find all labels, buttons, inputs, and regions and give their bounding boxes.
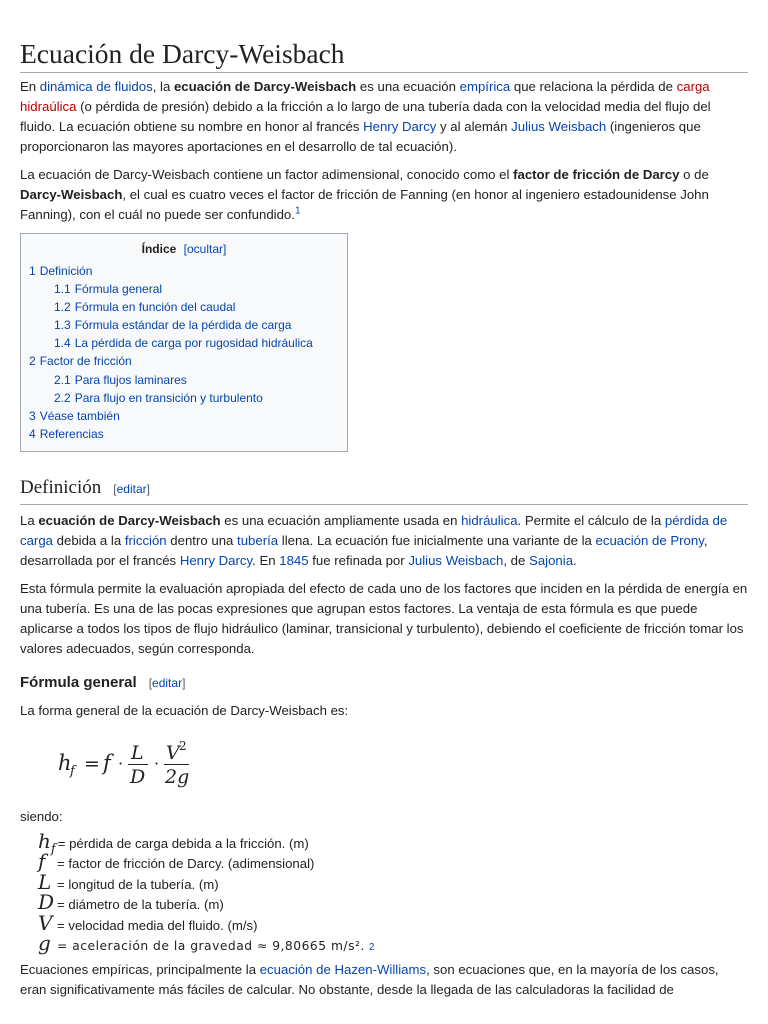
article	[20, 0, 748, 1000]
toc-item-1-4[interactable]: 1.4 La pérdida de carga por rugosidad hidráulica	[54, 336, 313, 351]
formula-den-1: D	[130, 765, 146, 788]
toc-toggle-button[interactable]: [ocultar]	[183, 242, 227, 256]
page-title: Ecuación de Darcy-Weisbach	[20, 38, 748, 73]
variable-g: g = aceleración de la gravedad ≈ 9,80665 m/s². 2	[38, 931, 375, 956]
formula-num-2: V	[166, 741, 180, 764]
intro-paragraph-2: La ecuación de Darcy-Weisbach contiene un factor adimensional, conocido como el factor de fricción de Darcy o de Darcy-Weisbach, el cual es cuatro veces el factor de fricción de Fanning (en honor al ingeniero estadounidense John Fanning), con el cuál no puede ser confundido.$^1$	[20, 167, 709, 222]
variable-V: V = velocidad media del fluido. (m/s)	[38, 910, 258, 935]
section-heading-formula-general: Fórmula general [editar]	[20, 673, 186, 691]
toc-item-2[interactable]: 2 Factor de fricción	[29, 354, 132, 369]
siendo-label: siendo:	[20, 808, 63, 824]
symbol-hf: $h_f$	[38, 828, 56, 857]
formula-lhs-sub: f	[70, 763, 75, 779]
variables-list	[38, 828, 748, 956]
toc-title: Índice	[141, 242, 177, 256]
symbol-L: L	[38, 869, 52, 894]
edit-section-definicion: [editar]	[113, 481, 150, 496]
edit-definicion-link[interactable]: editar	[116, 481, 147, 496]
definicion-paragraph-1: La ecuación de Darcy-Weisbach es una ecuación ampliamente usada en hidráulica. Permite el cálculo de la pérdida de carga debida a la fricción dentro una tubería llena. La ecuación fue inicialmente una variante de la ecuación de Prony, desarrollada por el francés Henry Darcy. En 1845 fue refinada por Julius Weisbach, de Sajonia.	[20, 512, 728, 568]
darcy-weisbach-formula	[56, 737, 748, 791]
link-hidraulica[interactable]: hidráulica	[461, 512, 518, 528]
link-henry-darcy-2[interactable]: Henry Darcy	[179, 552, 253, 568]
link-empirica[interactable]: empírica	[459, 79, 511, 94]
toc-item-2-1[interactable]: 2.1 Para flujos laminares	[54, 372, 187, 387]
formula-dot-1: ·	[118, 753, 124, 773]
toc-item-1-1[interactable]: 1.1 Fórmula general	[54, 282, 163, 297]
variable-hf: $h_f$ = pérdida de carga debida a la fricción. (m)	[38, 831, 748, 852]
toc-item-1[interactable]: 1 Definición	[29, 264, 93, 278]
variable-L: L = longitud de la tubería. (m)	[38, 869, 219, 894]
definicion-paragraph-2: Esta fórmula permite la evaluación apropiada del efecto de cada uno de los factores que inciden en la pérdida de energía en una tubería. Es una de las pocas expresiones que agrupan estos factores. La ventaja de esta fórmula es que puede aplicarse a todos los tipos de flujo hidráulico (laminar, transicional y turbulento), debiendo el coeficiente de fricción tomar los valores adecuados, según corresponda.	[20, 580, 748, 656]
toc-item-1-2[interactable]: 1.2 Fórmula en función del caudal	[54, 300, 236, 315]
link-1845[interactable]: 1845	[279, 552, 309, 568]
link-carga-hidraulica[interactable]: carga hidraúlica	[20, 79, 710, 114]
formula-num-2-exp: 2	[179, 738, 187, 753]
formula-den-2: 2g	[165, 765, 190, 788]
empirical-paragraph: Ecuaciones empíricas, principalmente la ecuación de Hazen-Williams, son ecuaciones que, en la mayoría de los casos, eran significativamente más fáciles de calcular. No obstante, desde la llegada de las calculadoras la facilidad de	[20, 961, 719, 997]
edit-formula-general-link[interactable]: editar	[152, 675, 183, 690]
link-ecuacion-de-prony[interactable]: ecuación de Prony	[595, 532, 704, 548]
formula-intro: La forma general de la ecuación de Darcy-Weisbach es:	[20, 702, 349, 718]
link-tuberia[interactable]: tubería	[237, 532, 279, 548]
toc-item-1-3[interactable]: 1.3 Fórmula estándar de la pérdida de carga	[54, 318, 292, 333]
formula-f: f	[103, 750, 111, 775]
toc-item-3[interactable]: 3 Véase también	[29, 408, 120, 423]
symbol-D: D	[38, 890, 55, 915]
variable-D: D = diámetro de la tubería. (m)	[38, 890, 224, 915]
table-of-contents	[20, 233, 348, 452]
formula-lhs: h	[58, 750, 72, 775]
symbol-f: f	[38, 849, 46, 874]
link-hazen-williams[interactable]: ecuación de Hazen-Williams	[259, 961, 427, 977]
intro-paragraph-1: En dinámica de fluidos, la ecuación de Darcy-Weisbach es una ecuación empírica que relaciona la pérdida de carga hidraúlica (o pérdida de presión) debido a la fricción a lo largo de una tubería dada con la velocidad media del flujo del fluido. La ecuación obtiene su nombre en honor al francés Henry Darcy y al alemán Julius Weisbach (ingenieros que proporcionaron las mayores aportaciones en el desarrollo de tal ecuación).	[20, 79, 711, 154]
formula-num-1: L	[131, 741, 144, 764]
link-friccion[interactable]: fricción	[124, 532, 167, 548]
link-dinamica-fluidos[interactable]: dinámica de fluidos	[39, 79, 153, 94]
toc-header	[29, 240, 339, 258]
formula-dot-2: ·	[154, 753, 160, 773]
symbol-V: V	[38, 910, 53, 935]
link-julius-weisbach-2[interactable]: Julius Weisbach	[408, 552, 504, 568]
reference-2-link[interactable]: 2	[368, 942, 375, 954]
link-henry-darcy[interactable]: Henry Darcy	[363, 119, 437, 134]
reference-1-link[interactable]: 1	[294, 205, 301, 217]
variable-f: f = factor de fricción de Darcy. (adimensional)	[38, 849, 315, 874]
formula-equals: =	[84, 752, 100, 775]
link-julius-weisbach[interactable]: Julius Weisbach	[511, 119, 607, 134]
link-sajonia[interactable]: Sajonia	[529, 552, 574, 568]
formula-svg	[56, 737, 236, 791]
toc-item-4[interactable]: 4 Referencias	[29, 426, 104, 441]
link-perdida-de-carga[interactable]: pérdida de carga	[20, 512, 728, 548]
symbol-g: g	[38, 931, 51, 956]
toc-item-2-2[interactable]: 2.2 Para flujo en transición y turbulento	[54, 390, 263, 405]
edit-section-formula-general: [editar]	[148, 675, 186, 690]
toc-list	[29, 262, 339, 443]
section-heading-definicion: Definición [editar]	[20, 476, 748, 505]
